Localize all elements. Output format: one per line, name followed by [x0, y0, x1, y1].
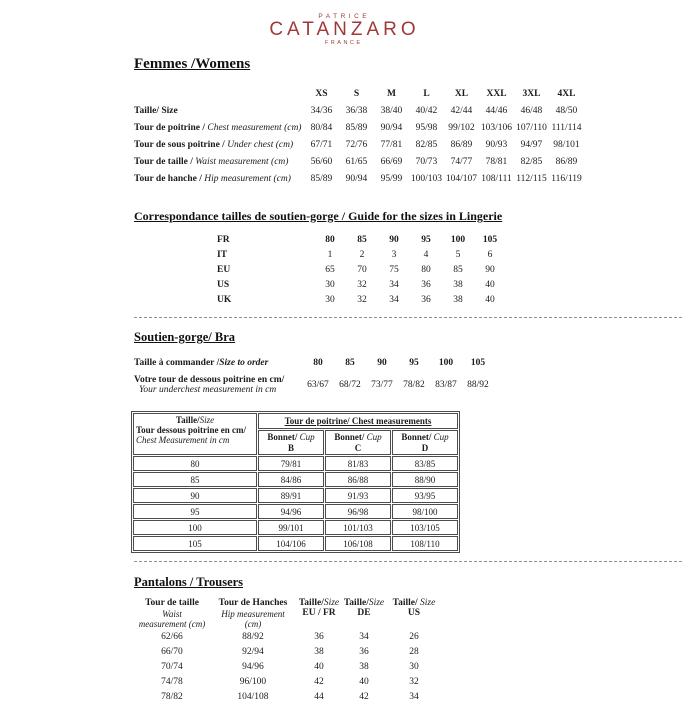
lingerie-size-value: 85: [357, 234, 367, 245]
empty-cell: [134, 85, 304, 102]
cup-value: 108/110: [392, 536, 458, 551]
cup-value: 91/93: [325, 488, 391, 503]
trousers-value: 88/92: [242, 632, 264, 642]
row-label: [134, 136, 304, 153]
trousers-data-row: [134, 647, 442, 662]
cup-size-table: [131, 411, 460, 553]
row-label-fr: Tour de hanche /: [134, 173, 205, 184]
measurement-row: [134, 102, 584, 119]
row-label-en: Hip measurement (cm): [204, 173, 291, 184]
section-title-bra: Soutien-gorge/ Bra: [134, 330, 236, 344]
size-value: 95/99: [380, 173, 403, 184]
trousers-value: 94/96: [242, 662, 264, 672]
cup-letter: C: [354, 443, 362, 453]
col-header-size-fr: Taille/: [392, 598, 421, 608]
size-value: 85/89: [310, 173, 333, 184]
row-label-en: Waist measurement (cm): [195, 156, 289, 167]
cup-size: 80: [133, 456, 257, 471]
lingerie-size-value: 85: [453, 264, 463, 275]
size-value: 46/48: [520, 105, 543, 116]
size-value: 107/110: [516, 122, 547, 133]
trousers-data-row: [134, 692, 442, 707]
trousers-col-header: [134, 598, 210, 632]
femmes-size-table: [134, 85, 584, 187]
trousers-size-table: [134, 598, 442, 707]
cup-value: 93/95: [392, 488, 458, 503]
size-value: 98/101: [553, 139, 580, 150]
size-value: 116/119: [551, 173, 582, 184]
size-col-header: 3XL: [522, 88, 541, 99]
size-value: 108/111: [481, 173, 512, 184]
row-label: [134, 102, 304, 119]
cup-value: 104/106: [258, 536, 324, 551]
measurement-row: [134, 119, 584, 136]
col-header-en1: Hip measurement: [221, 609, 285, 619]
row-label-en: Size to order: [219, 358, 269, 368]
size-value: 34/36: [310, 105, 333, 116]
lingerie-row: [205, 277, 506, 292]
size-value: 48/50: [555, 105, 578, 116]
cup-value: 99/101: [258, 520, 324, 535]
lingerie-size-value: 5: [455, 249, 461, 260]
brand-logo: [0, 0, 685, 46]
bra-order-size: 95: [409, 358, 419, 368]
cup-prefix: Bonnet/: [267, 432, 298, 442]
cup-prefix: Bonnet/: [401, 432, 432, 442]
size-value: 112/115: [516, 173, 547, 184]
cup-corner-header: [133, 413, 257, 455]
cup-word: Cup: [297, 432, 315, 442]
trousers-value: 36: [359, 647, 369, 657]
lingerie-size-value: 4: [423, 249, 429, 260]
size-value: 66/69: [380, 156, 403, 167]
region-label: IT: [217, 249, 228, 260]
size-value: 90/94: [345, 173, 368, 184]
lingerie-size-value: 2: [359, 249, 365, 260]
brand-logo-top-text: PATRICE: [318, 13, 371, 20]
size-value: 82/85: [520, 156, 543, 167]
size-value: 74/77: [450, 156, 473, 167]
cup-size: 95: [133, 504, 257, 519]
trousers-value: 78/82: [161, 692, 183, 702]
trousers-col-header: [210, 598, 296, 632]
lingerie-size-value: 75: [389, 264, 399, 275]
cup-data-row: [133, 488, 458, 503]
col-header-region: DE: [357, 608, 371, 618]
cup-value: 79/81: [258, 456, 324, 471]
corner-line1: [136, 415, 254, 425]
size-value: 36/38: [345, 105, 368, 116]
col-header-size: [296, 598, 342, 608]
brand-logo-name: CATANZARO: [269, 19, 420, 40]
size-value: 103/106: [480, 122, 513, 133]
size-col-header: L: [423, 88, 430, 99]
cup-value: 88/90: [392, 472, 458, 487]
size-value: 77/81: [380, 139, 403, 150]
size-value: 90/93: [485, 139, 508, 150]
cup-value: 101/103: [325, 520, 391, 535]
trousers-value: 40: [359, 677, 369, 687]
cup-word: Cup: [431, 432, 449, 442]
size-value: 42/44: [450, 105, 473, 116]
lingerie-size-value: 38: [453, 279, 463, 290]
cup-value: 86/88: [325, 472, 391, 487]
size-value: 72/76: [345, 139, 368, 150]
lingerie-size-value: 40: [485, 279, 495, 290]
cup-prefix: Bonnet/: [334, 432, 365, 442]
trousers-value: 42: [314, 677, 324, 687]
trousers-value: 44: [314, 692, 324, 702]
size-value: 90/94: [380, 122, 403, 133]
col-header-size: [386, 598, 442, 608]
corner-line3-text: Chest Measurement in cm: [136, 435, 230, 445]
section-title-lingerie: Correspondance tailles de soutien-gorge / Guide for the sizes in Lingerie: [134, 209, 503, 223]
trousers-value: 28: [409, 647, 419, 657]
col-header-size-en: Size: [323, 598, 340, 608]
size-value: 86/89: [555, 156, 578, 167]
trousers-value: 30: [409, 662, 419, 672]
row-label-en: Your underchest measurement in cm: [139, 385, 277, 395]
trousers-value: 32: [409, 677, 419, 687]
bra-underchest-value: 68/72: [339, 380, 361, 390]
lingerie-row: [205, 262, 506, 277]
size-value: 95/98: [415, 122, 438, 133]
trousers-value: 66/70: [161, 647, 183, 657]
size-value: 56/60: [310, 156, 333, 167]
lingerie-size-value: 36: [421, 279, 431, 290]
cup-group-header: [258, 413, 458, 429]
trousers-value: 92/94: [242, 647, 264, 657]
size-value: 80/84: [310, 122, 333, 133]
trousers-value: 104/108: [237, 692, 269, 702]
cup-data-row: [133, 520, 458, 535]
trousers-value: 26: [409, 632, 419, 642]
bra-underchest-value: 73/77: [371, 380, 393, 390]
region-label: FR: [217, 234, 230, 245]
cup-data-row: [133, 504, 458, 519]
cup-header-row: [133, 413, 458, 429]
lingerie-size-value: 30: [325, 294, 335, 305]
corner-line1-bold: Taille/: [175, 415, 200, 425]
lingerie-size-value: 30: [325, 279, 335, 290]
cup-data-row: [133, 536, 458, 551]
col-header-en2: (cm): [244, 619, 262, 629]
bra-underchest-value: 83/87: [435, 380, 457, 390]
lingerie-size-value: 6: [487, 249, 493, 260]
lingerie-size-value: 32: [357, 279, 367, 290]
trousers-value: 38: [314, 647, 324, 657]
cup-size: 85: [133, 472, 257, 487]
bra-underchest-value: 78/82: [403, 380, 425, 390]
lingerie-size-value: 80: [325, 234, 335, 245]
row-label: [134, 153, 304, 170]
col-header-size: [342, 598, 386, 608]
trousers-value: 74/78: [161, 677, 183, 687]
size-value: 100/103: [410, 173, 443, 184]
corner-line1-italic: Size: [199, 415, 215, 425]
trousers-col-header: [296, 598, 342, 632]
row-label-fr: Tour de taille /: [134, 156, 196, 167]
lingerie-size-table: [205, 232, 506, 307]
lingerie-size-value: 1: [327, 249, 333, 260]
cup-value: 96/98: [325, 504, 391, 519]
cup-value: 98/100: [392, 504, 458, 519]
cup-data-row: [133, 472, 458, 487]
col-header-en1: Waist: [162, 609, 182, 619]
bra-underchest-value: 88/92: [467, 380, 489, 390]
lingerie-size-value: 36: [421, 294, 431, 305]
row-label: [134, 372, 302, 398]
col-header-size-en: Size: [368, 598, 385, 608]
size-value: 40/42: [415, 105, 438, 116]
col-header-fr: Tour de taille: [145, 598, 199, 608]
trousers-col-header: [386, 598, 442, 632]
lingerie-size-value: 90: [389, 234, 399, 245]
col-header-size-fr: Taille/: [343, 598, 369, 608]
bra-underchest-value: 63/67: [307, 380, 329, 390]
trousers-value: 40: [314, 662, 324, 672]
separator-dashed: [134, 561, 682, 562]
trousers-value: 36: [314, 632, 324, 642]
size-col-header: 4XL: [557, 88, 576, 99]
section-title-trousers: Pantalons / Trousers: [134, 575, 244, 589]
corner-line2: [136, 425, 254, 435]
row-label: [134, 119, 304, 136]
lingerie-row: [205, 232, 506, 247]
cup-group-header-text: Tour de poitrine/ Chest measurements: [284, 416, 432, 426]
bra-order-row: [134, 354, 494, 372]
row-label-fr: [134, 375, 302, 385]
brand-logo-country: FRANCE: [324, 40, 363, 46]
trousers-value: 38: [359, 662, 369, 672]
cup-col-header: [325, 430, 391, 455]
bra-order-size: 100: [438, 358, 454, 368]
trousers-value: 34: [409, 692, 419, 702]
lingerie-row: [205, 292, 506, 307]
cup-word: Cup: [364, 432, 382, 442]
size-value: 44/46: [485, 105, 508, 116]
cup-col-header: [258, 430, 324, 455]
region-label: EU: [217, 264, 231, 275]
size-col-header: XXL: [486, 88, 507, 99]
trousers-value: 96/100: [239, 677, 267, 687]
size-value: 104/107: [445, 173, 478, 184]
trousers-col-header: [342, 598, 386, 632]
lingerie-size-value: 65: [325, 264, 335, 275]
cup-letter: B: [287, 443, 294, 453]
cup-value: 81/83: [325, 456, 391, 471]
size-col-header: S: [353, 88, 360, 99]
trousers-value: 34: [359, 632, 369, 642]
bra-order-size: 85: [345, 358, 355, 368]
lingerie-size-value: 3: [391, 249, 397, 260]
row-label-en: Under chest (cm): [227, 139, 294, 150]
row-label-fr-text: Votre tour de dessous poitrine en cm/: [134, 375, 285, 385]
size-col-header: M: [387, 88, 396, 99]
cup-letter: D: [421, 443, 429, 453]
col-header-region: US: [407, 608, 421, 618]
trousers-data-row: [134, 632, 442, 647]
cup-size: 90: [133, 488, 257, 503]
measurement-row: [134, 136, 584, 153]
lingerie-size-value: 40: [485, 294, 495, 305]
size-value: 38/40: [380, 105, 403, 116]
trousers-data-row: [134, 662, 442, 677]
row-label-fr: Tour de poitrine /: [134, 122, 208, 133]
lingerie-row: [205, 247, 506, 262]
bra-underchest-row: [134, 372, 494, 398]
row-label-fr: Tour de sous poitrine /: [134, 139, 228, 150]
bra-order-size: 105: [470, 358, 486, 368]
lingerie-size-value: 34: [389, 279, 399, 290]
size-value: 94/97: [520, 139, 543, 150]
trousers-value: 70/74: [161, 662, 183, 672]
size-col-header: XS: [315, 88, 328, 99]
row-label: [134, 354, 302, 372]
cup-value: 103/105: [392, 520, 458, 535]
cup-value: 106/108: [325, 536, 391, 551]
cup-value: 89/91: [258, 488, 324, 503]
col-header-fr: Tour de Hanches: [218, 598, 288, 608]
size-value: 85/89: [345, 122, 368, 133]
lingerie-size-value: 38: [453, 294, 463, 305]
size-value: 111/114: [551, 122, 582, 133]
row-label-fr: Taille à commander /: [134, 358, 220, 368]
corner-line3: [136, 435, 254, 445]
lingerie-size-value: 34: [389, 294, 399, 305]
cup-value: 84/86: [258, 472, 324, 487]
lingerie-size-value: 70: [357, 264, 367, 275]
size-value: 78/81: [485, 156, 508, 167]
cup-size: 105: [133, 536, 257, 551]
region-label: UK: [217, 294, 232, 305]
col-header-size-en: Size: [420, 598, 436, 608]
bra-order-size: 90: [377, 358, 387, 368]
separator-dashed: [134, 317, 682, 318]
corner-line2-text: Tour dessous poitrine en cm/: [136, 425, 247, 435]
lingerie-size-value: 100: [450, 234, 466, 245]
size-header-row: [134, 85, 584, 102]
size-value: 67/71: [310, 139, 333, 150]
trousers-value: 62/66: [161, 632, 183, 642]
size-value: 99/102: [448, 122, 475, 133]
bra-size-table: [134, 354, 494, 398]
trousers-header-row: [134, 598, 442, 632]
col-header-size-fr: Taille/: [298, 598, 324, 608]
size-col-header: XL: [454, 88, 469, 99]
row-label-en: Chest measurement (cm): [207, 122, 302, 133]
lingerie-size-value: 80: [421, 264, 431, 275]
measurement-row: [134, 153, 584, 170]
size-value: 70/73: [415, 156, 438, 167]
col-header-en2: measurement (cm): [138, 619, 206, 629]
cup-col-header: [392, 430, 458, 455]
row-label-fr: Taille/ Size: [134, 105, 178, 116]
cup-size: 100: [133, 520, 257, 535]
cup-value: 83/85: [392, 456, 458, 471]
section-title-femmes: Femmes /Womens: [134, 56, 251, 72]
lingerie-size-value: 90: [485, 264, 495, 275]
col-header-region: EU / FR: [302, 608, 336, 618]
bra-order-size: 80: [313, 358, 323, 368]
trousers-value: 42: [359, 692, 369, 702]
lingerie-size-value: 105: [482, 234, 498, 245]
lingerie-size-value: 32: [357, 294, 367, 305]
measurement-row: [134, 170, 584, 187]
size-value: 82/85: [415, 139, 438, 150]
cup-data-row: [133, 456, 458, 471]
size-value: 61/65: [345, 156, 368, 167]
row-label: [134, 170, 304, 187]
size-value: 86/89: [450, 139, 473, 150]
lingerie-size-value: 95: [421, 234, 431, 245]
region-label: US: [217, 279, 230, 290]
cup-value: 94/96: [258, 504, 324, 519]
